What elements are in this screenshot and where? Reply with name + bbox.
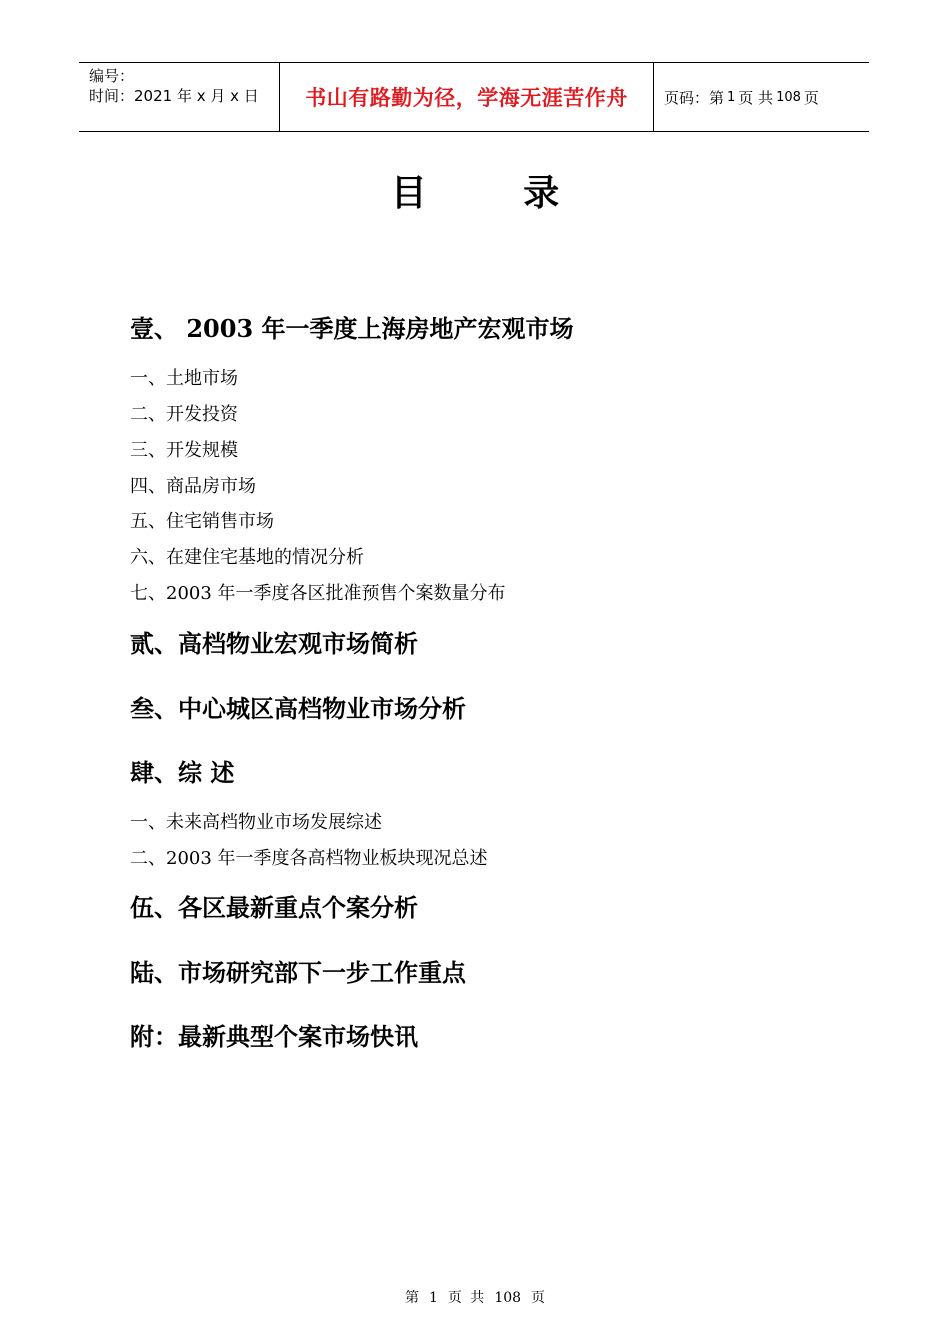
header-page-cell — [654, 63, 869, 131]
toc-subsection: 七、2003 年一季度各区批准预售个案数量分布 — [130, 583, 506, 604]
toc-subsection: 二、2003 年一季度各高档物业板块现况总述 — [130, 848, 488, 869]
header-motto-cell — [280, 63, 654, 131]
toc-section-heading: 附：最新典型个案市场快讯 — [130, 1022, 418, 1051]
toc-section-heading: 陆、市场研究部下一步工作重点 — [130, 958, 466, 987]
title-char-1: 目 — [390, 173, 427, 214]
code-label: 编号： — [89, 67, 135, 85]
page-prefix: 页码：第 — [664, 88, 725, 107]
toc-subsection: 一、土地市场 — [130, 368, 238, 389]
toc-section-heading: 伍、各区最新重点个案分析 — [130, 893, 418, 922]
time-label: 时间：2021 年 x 月 x 日 — [89, 87, 259, 105]
footer-page: 1 — [428, 1290, 438, 1306]
page-footer — [0, 1287, 950, 1307]
footer-mid: 页 共 — [447, 1290, 485, 1306]
motto-text: 书山有路勤为径，学海无涯苦作舟 — [305, 85, 628, 110]
toc-section-heading: 叁、中心城区高档物业市场分析 — [130, 694, 466, 723]
toc-subsection: 四、商品房市场 — [130, 476, 256, 497]
toc-subsection: 一、未来高档物业市场发展综述 — [130, 812, 382, 833]
toc-section-heading: 贰、高档物业宏观市场简析 — [130, 629, 418, 658]
page-suffix: 页 — [803, 88, 819, 107]
page-mid: 页 共 — [738, 88, 774, 107]
page-number: 1 — [727, 89, 736, 105]
title-char-2: 录 — [523, 173, 560, 214]
footer-suffix: 页 — [531, 1290, 546, 1306]
toc-subsection: 三、开发规模 — [130, 440, 238, 461]
page-title — [0, 165, 950, 216]
toc-subsection: 六、在建住宅基地的情况分析 — [130, 547, 364, 568]
toc-subsection: 二、开发投资 — [130, 404, 238, 425]
header-meta-cell — [79, 63, 280, 131]
footer-prefix: 第 — [404, 1290, 419, 1306]
toc-section-heading: 肆、综 述 — [130, 758, 235, 787]
page-header — [79, 62, 869, 132]
footer-total: 108 — [494, 1290, 522, 1306]
toc-section-heading: 壹、 2003 年一季度上海房地产宏观市场 — [130, 314, 574, 343]
toc-subsection: 五、住宅销售市场 — [130, 511, 274, 532]
page-total: 108 — [776, 89, 801, 105]
